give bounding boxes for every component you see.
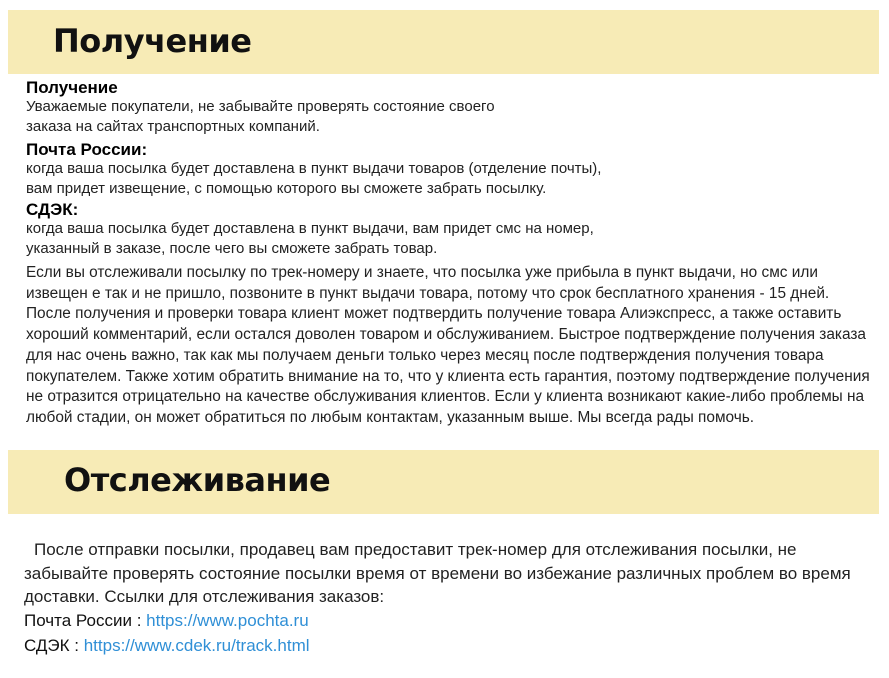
cdek-link-label: СДЭК :	[24, 636, 84, 655]
tracking-banner-title: Отслеживание	[64, 461, 331, 499]
cdek-link[interactable]: https://www.cdek.ru/track.html	[83, 636, 310, 655]
tracking-paragraph	[24, 538, 870, 609]
cdek-line-1: когда ваша посылка будет доставлена в пункт выдачи, вам придет смс на номер,	[26, 220, 594, 237]
cdek-heading: СДЭК:	[26, 200, 79, 219]
receiving-banner	[8, 10, 879, 74]
receiving-heading: Получение	[26, 78, 118, 97]
receiving-banner-title: Получение	[53, 22, 252, 60]
pochta-link[interactable]: https://www.pochta.ru	[146, 611, 309, 630]
pochta-link-row	[24, 611, 309, 631]
tracking-paragraph-text: После отправки посылки, продавец вам предоставит трек-номер для отслеживания посылки, не забывайте проверять состояние посылки время от времени во избежание различных проблем во время доставки. Ссылки для отслеживания заказов:	[24, 540, 851, 606]
tracking-banner	[8, 450, 879, 514]
pochta-line-2: вам придет извещение, с помощью которого вы сможете забрать посылку.	[26, 180, 547, 197]
receiving-intro-line-2: заказа на сайтах транспортных компаний.	[26, 118, 320, 135]
receiving-intro-line-1: Уважаемые покупатели, не забывайте проверять состояние своего	[26, 98, 495, 115]
cdek-link-row	[24, 636, 310, 656]
pochta-line-1: когда ваша посылка будет доставлена в пункт выдачи товаров (отделение почты),	[26, 160, 602, 177]
receiving-paragraph: Если вы отслеживали посылку по трек-номеру и знаете, что посылка уже прибыла в пункт выдачи, но смс или извещен е так и не пришло, позвоните в пункт выдачи товара, потому что срок бесплатного хранения - 15 дней. После получения и проверки товара клиент может подтвердить получение товара Алиэкспресс, а также оставить хороший комментарий, если остался доволен товаром и обслуживанием. Быстрое подтверждение получения заказа для нас очень важно, так как мы получаем деньги только через месяц после подтверждения получения товара покупателем. Также хотим обратить внимание на то, что у клиента есть гарантия, поэтому подтверждение получения не отразится отрицательно на качестве обслуживания клиентов. Если у клиента возникают какие-либо проблемы на любой стадии, он может обратиться по любым контактам, указанным выше. Мы всегда рады помочь.	[26, 264, 870, 426]
pochta-link-label: Почта России :	[24, 611, 147, 630]
cdek-line-2: указанный в заказе, после чего вы сможете забрать товар.	[26, 240, 438, 257]
pochta-heading: Почта России:	[26, 140, 148, 159]
